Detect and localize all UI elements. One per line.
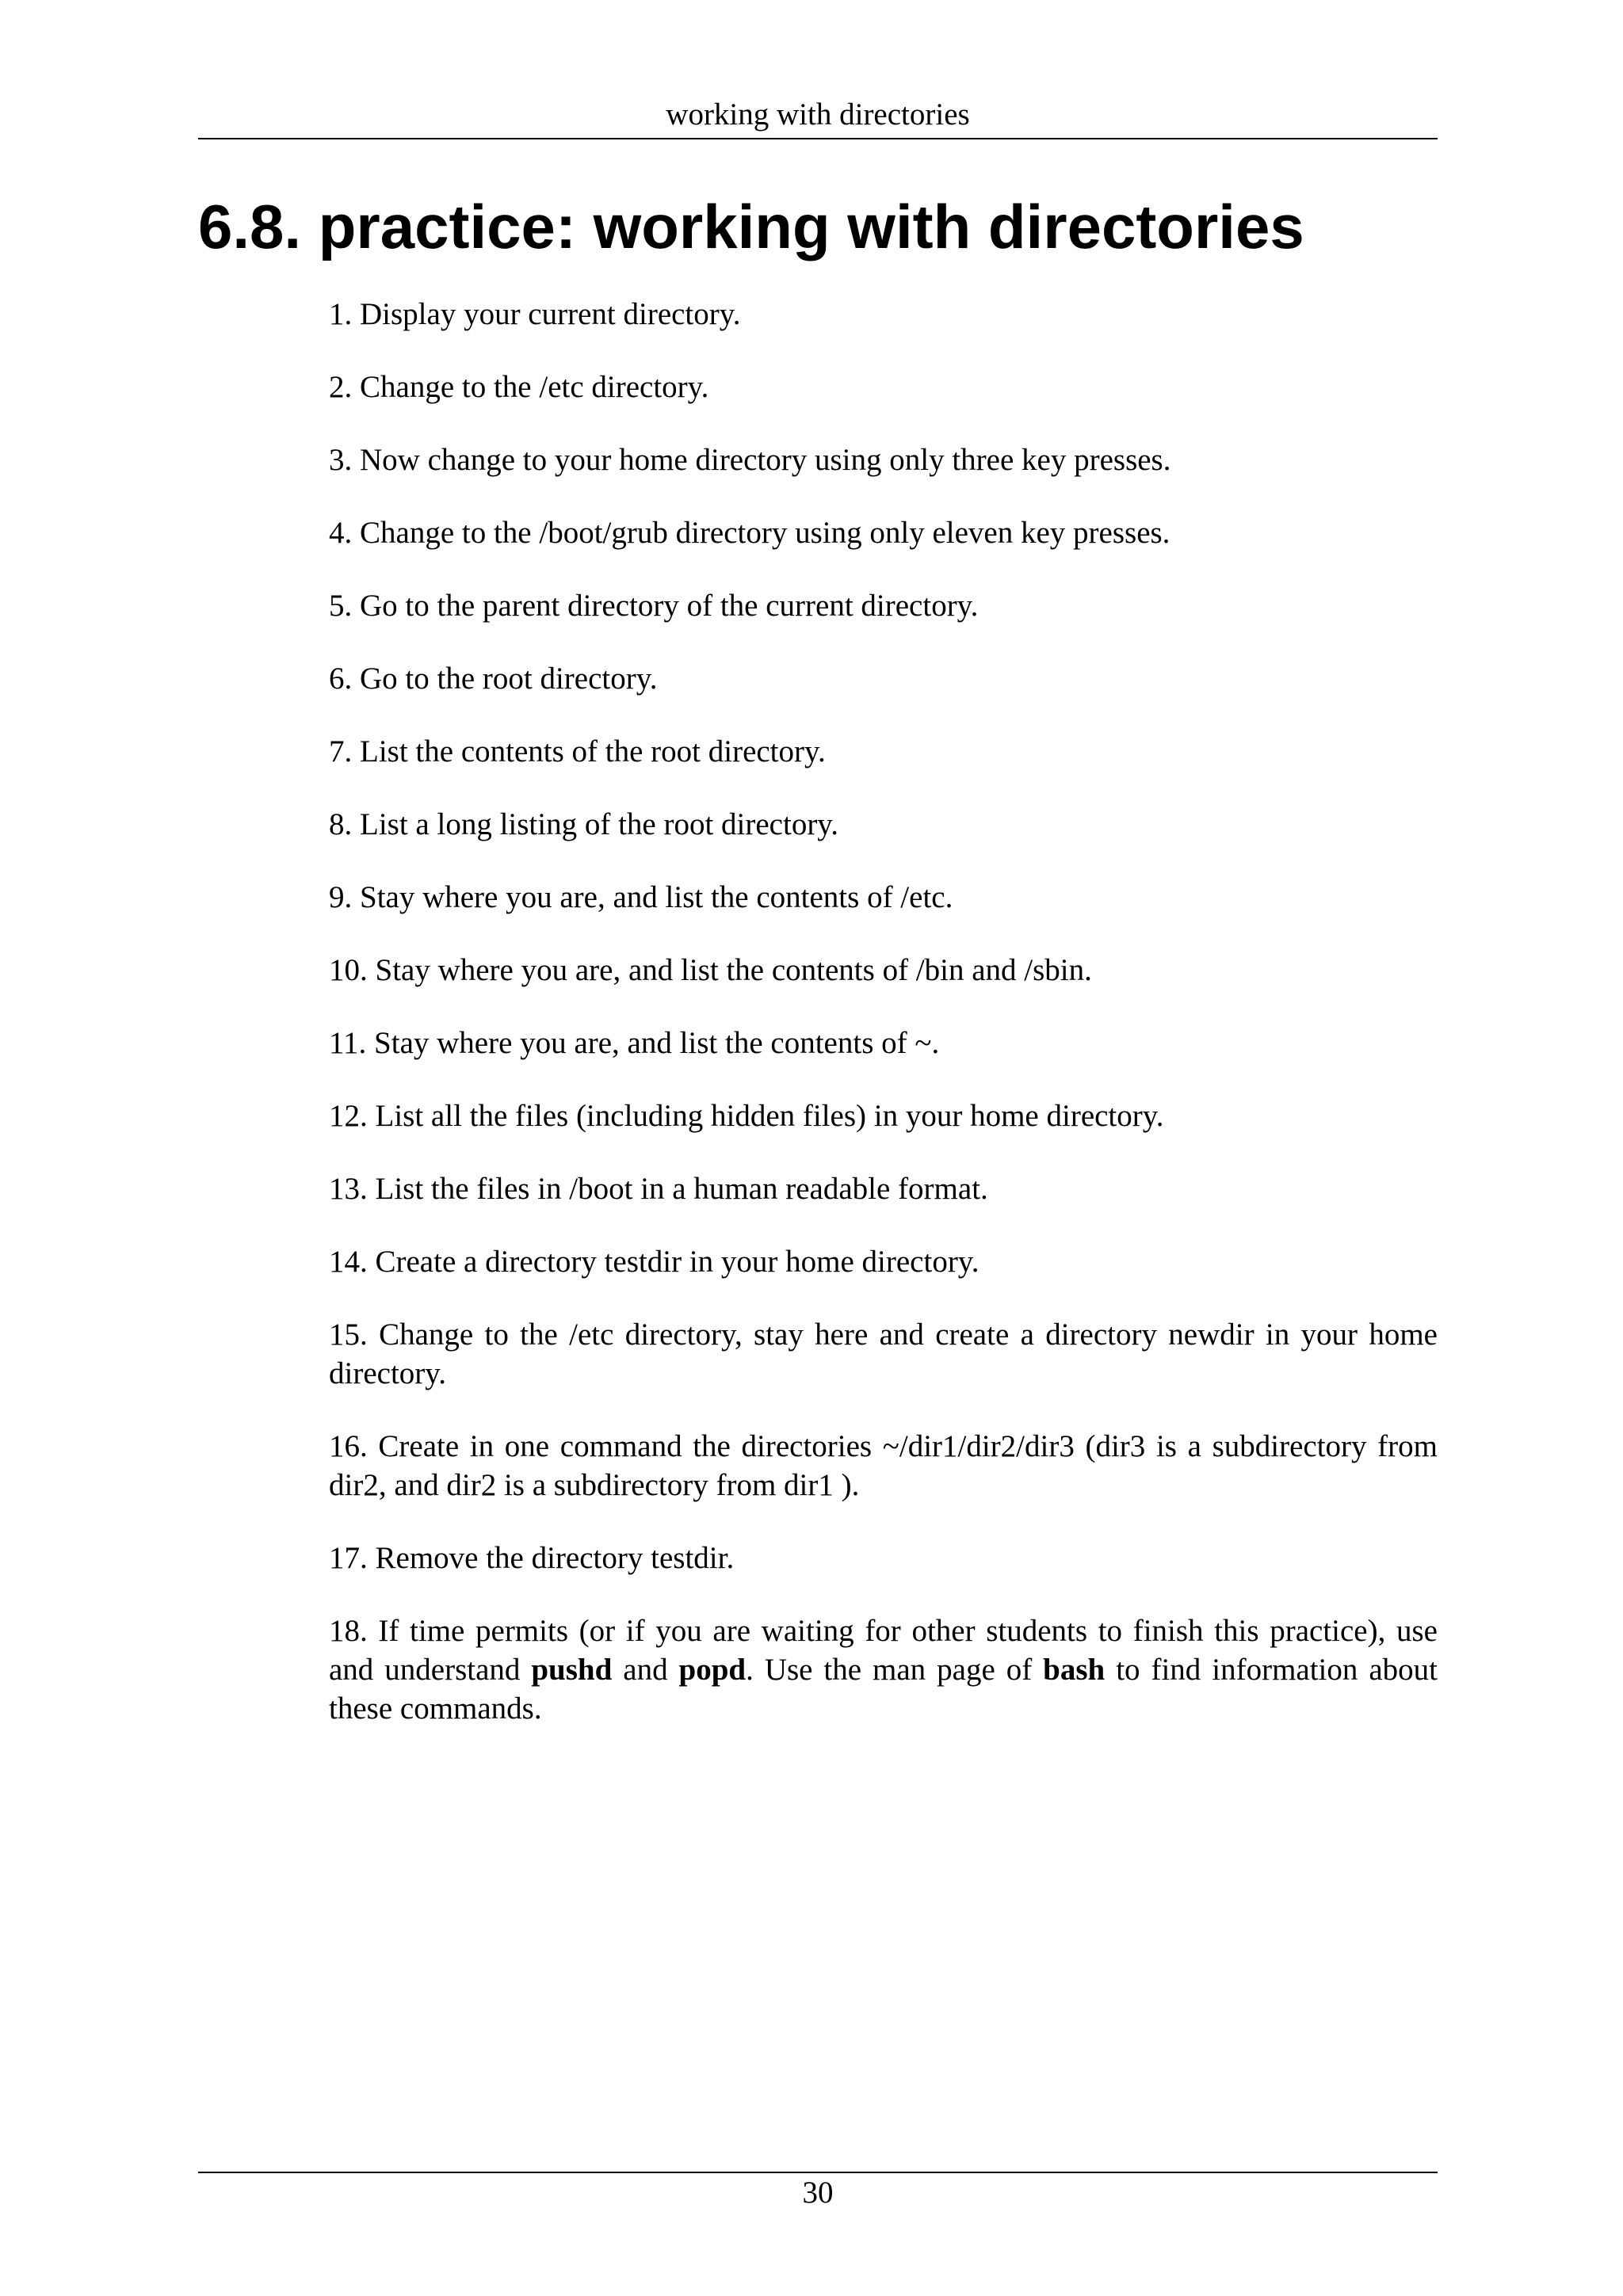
exercise-text: 1. Display your current directory. <box>329 297 741 331</box>
exercise-item <box>329 295 1438 334</box>
exercise-item <box>329 732 1438 771</box>
exercise-text: to find information about these commands. <box>329 1653 1438 1726</box>
exercise-item <box>329 513 1438 552</box>
exercise-text: 3. Now change to your home directory using only three key presses. <box>329 443 1171 477</box>
exercise-text: 4. Change to the /boot/grub directory using only eleven key presses. <box>329 516 1170 550</box>
footer-rule <box>198 2172 1438 2173</box>
exercise-item <box>329 1242 1438 1281</box>
exercise-text: 7. List the contents of the root directory. <box>329 734 826 769</box>
exercise-item <box>329 1097 1438 1135</box>
exercise-text: 8. List a long listing of the root directory. <box>329 807 839 841</box>
page-number: 30 <box>802 2176 834 2210</box>
section-title: 6.8. practice: working with directories <box>198 192 1304 261</box>
exercise-item <box>329 1024 1438 1062</box>
exercise-item <box>329 368 1438 406</box>
exercise-text: 10. Stay where you are, and list the contents of /bin and /sbin. <box>329 953 1092 987</box>
command-name: popd <box>678 1653 747 1687</box>
exercise-list <box>329 295 1438 1762</box>
exercise-text: 13. List the files in /boot in a human readable format. <box>329 1172 988 1206</box>
exercise-item <box>329 1427 1438 1505</box>
exercise-item <box>329 1611 1438 1728</box>
exercise-text: and <box>612 1653 679 1687</box>
exercise-item <box>329 1315 1438 1393</box>
exercise-text: 14. Create a directory testdir in your home directory. <box>329 1245 980 1279</box>
exercise-text: . Use the man page of <box>746 1653 1044 1687</box>
exercise-text: 11. Stay where you are, and list the contents of ~. <box>329 1026 940 1060</box>
exercise-item <box>329 659 1438 698</box>
exercise-item <box>329 1539 1438 1577</box>
exercise-text: 6. Go to the root directory. <box>329 662 658 696</box>
exercise-text: 5. Go to the parent directory of the current directory. <box>329 589 979 623</box>
exercise-item <box>329 586 1438 625</box>
exercise-text: 18. If time permits (or if you are waiting for other students to finish this practice), use and understand <box>329 1614 1438 1687</box>
header-rule <box>198 138 1438 139</box>
exercise-item <box>329 1169 1438 1208</box>
exercise-text: 12. List all the files (including hidden files) in your home directory. <box>329 1099 1164 1133</box>
command-name: pushd <box>531 1653 613 1687</box>
exercise-item <box>329 878 1438 917</box>
exercise-text: 15. Change to the /etc directory, stay here and create a directory newdir in your home directory. <box>329 1318 1438 1390</box>
exercise-item <box>329 805 1438 844</box>
exercise-text: 9. Stay where you are, and list the contents of /etc. <box>329 880 953 914</box>
running-header: working with directories <box>666 97 970 132</box>
exercise-text: 16. Create in one command the directories ~/dir1/dir2/dir3 (dir3 is a subdirectory from dir2, and dir2 is a subdirectory from dir1 ). <box>329 1429 1438 1502</box>
command-name: bash <box>1043 1653 1106 1687</box>
exercise-text: 2. Change to the /etc directory. <box>329 370 709 404</box>
exercise-text: 17. Remove the directory testdir. <box>329 1541 735 1575</box>
exercise-item <box>329 441 1438 479</box>
exercise-item <box>329 951 1438 990</box>
